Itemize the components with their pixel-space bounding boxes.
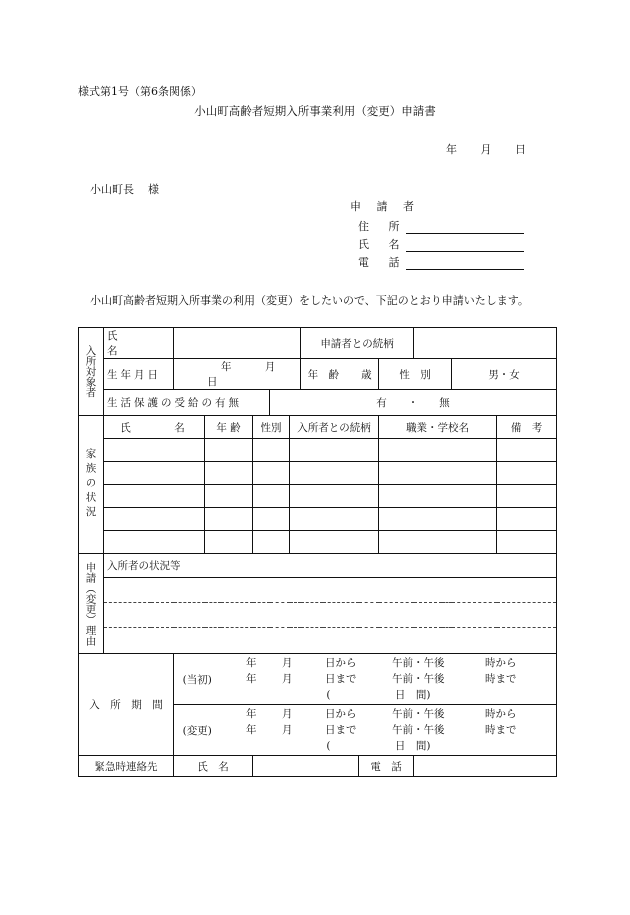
applicant-phone: 電 話 <box>358 254 524 270</box>
target-side-label: 入所対象者 <box>79 328 104 416</box>
reason-side-label: 申請（変更）理由 <box>79 554 104 654</box>
family-cell[interactable] <box>104 531 205 554</box>
family-cell[interactable] <box>379 508 497 531</box>
reason-subtitle: 入所者の状況等 <box>104 554 557 578</box>
applicant-address: 住 所 <box>358 218 524 234</box>
target-name-field[interactable] <box>174 328 301 359</box>
family-header-sex: 性別 <box>253 416 290 439</box>
family-header-note: 備 考 <box>497 416 557 439</box>
family-cell[interactable] <box>205 439 253 462</box>
date-month: 月 <box>480 143 492 156</box>
form-number: 様式第1号（第6条関係） <box>78 85 202 98</box>
family-side-label: 家族の状況 <box>79 416 104 554</box>
family-cell[interactable] <box>205 531 253 554</box>
family-cell[interactable] <box>104 508 205 531</box>
birth-label: 生年月日 <box>104 359 174 390</box>
table-row <box>79 485 557 508</box>
period-initial[interactable]: 年 月 日から 午前・午後 時から 年 月 日まで 午前・午後 時まで ( 日 間) <box>221 654 557 705</box>
emergency-name-field[interactable] <box>253 756 359 777</box>
family-cell[interactable] <box>104 485 205 508</box>
application-table <box>78 327 557 777</box>
family-cell[interactable] <box>290 508 379 531</box>
date-year: 年 <box>446 143 457 156</box>
phone-field[interactable] <box>406 257 524 270</box>
address-field[interactable] <box>406 221 524 234</box>
emergency-name-label: 氏 名 <box>174 756 253 777</box>
relation-field[interactable] <box>414 328 557 359</box>
family-cell[interactable] <box>205 485 253 508</box>
target-name-label: 氏 名 <box>104 328 174 359</box>
emergency-label: 緊急時連絡先 <box>79 756 174 777</box>
age-label: 年 齢 歳 <box>301 359 379 390</box>
reason-line[interactable] <box>104 628 557 654</box>
family-cell[interactable] <box>253 508 290 531</box>
family-cell[interactable] <box>253 531 290 554</box>
family-cell[interactable] <box>253 462 290 485</box>
family-cell[interactable] <box>379 531 497 554</box>
applicant-name: 氏 名 <box>358 236 524 252</box>
body-text: 小山町高齢者短期入所事業の利用（変更）をしたいので、下記のとおり申請いたします。 <box>90 294 529 307</box>
name-field[interactable] <box>406 239 524 252</box>
table-row <box>79 531 557 554</box>
welfare-label: 生活保護の受給の有無 <box>104 390 270 416</box>
period-label: 入 所 期 間 <box>79 654 174 756</box>
birth-field[interactable]: 年 月 日 <box>174 359 301 390</box>
family-header-relation: 入所者との続柄 <box>290 416 379 439</box>
table-row <box>79 462 557 485</box>
family-cell[interactable] <box>290 439 379 462</box>
family-cell[interactable] <box>497 508 557 531</box>
addressee: 小山町長 様 <box>90 183 159 196</box>
family-cell[interactable] <box>379 439 497 462</box>
period-initial-label: (当初) <box>174 654 221 705</box>
relation-label: 申請者との続柄 <box>301 328 414 359</box>
family-cell[interactable] <box>497 462 557 485</box>
family-cell[interactable] <box>253 439 290 462</box>
family-header-name: 氏 名 <box>104 416 205 439</box>
family-cell[interactable] <box>379 462 497 485</box>
family-header-age: 年 齢 <box>205 416 253 439</box>
family-cell[interactable] <box>253 485 290 508</box>
family-cell[interactable] <box>205 508 253 531</box>
welfare-options[interactable]: 有 ・ 無 <box>270 390 557 416</box>
family-cell[interactable] <box>497 531 557 554</box>
sex-label: 性 別 <box>379 359 452 390</box>
family-cell[interactable] <box>290 462 379 485</box>
family-header-job: 職業・学校名 <box>379 416 497 439</box>
reason-line[interactable] <box>104 603 557 628</box>
date-line <box>446 141 546 157</box>
family-cell[interactable] <box>104 439 205 462</box>
family-cell[interactable] <box>290 485 379 508</box>
table-row <box>79 439 557 462</box>
family-cell[interactable] <box>497 439 557 462</box>
period-change-label: (変更) <box>174 705 221 756</box>
family-cell[interactable] <box>290 531 379 554</box>
applicant-heading: 申 請 者 <box>350 200 420 213</box>
family-cell[interactable] <box>379 485 497 508</box>
period-change[interactable]: 年 月 日から 午前・午後 時から 年 月 日まで 午前・午後 時まで ( 日 間) <box>221 705 557 756</box>
family-cell[interactable] <box>497 485 557 508</box>
table-row <box>79 508 557 531</box>
emergency-phone-label: 電 話 <box>359 756 414 777</box>
family-cell[interactable] <box>104 462 205 485</box>
family-cell[interactable] <box>205 462 253 485</box>
date-day: 日 <box>515 143 526 156</box>
sex-options[interactable]: 男・女 <box>452 359 557 390</box>
reason-line[interactable] <box>104 578 557 603</box>
document-title: 小山町高齢者短期入所事業利用（変更）申請書 <box>194 104 436 118</box>
emergency-phone-field[interactable] <box>414 756 557 777</box>
